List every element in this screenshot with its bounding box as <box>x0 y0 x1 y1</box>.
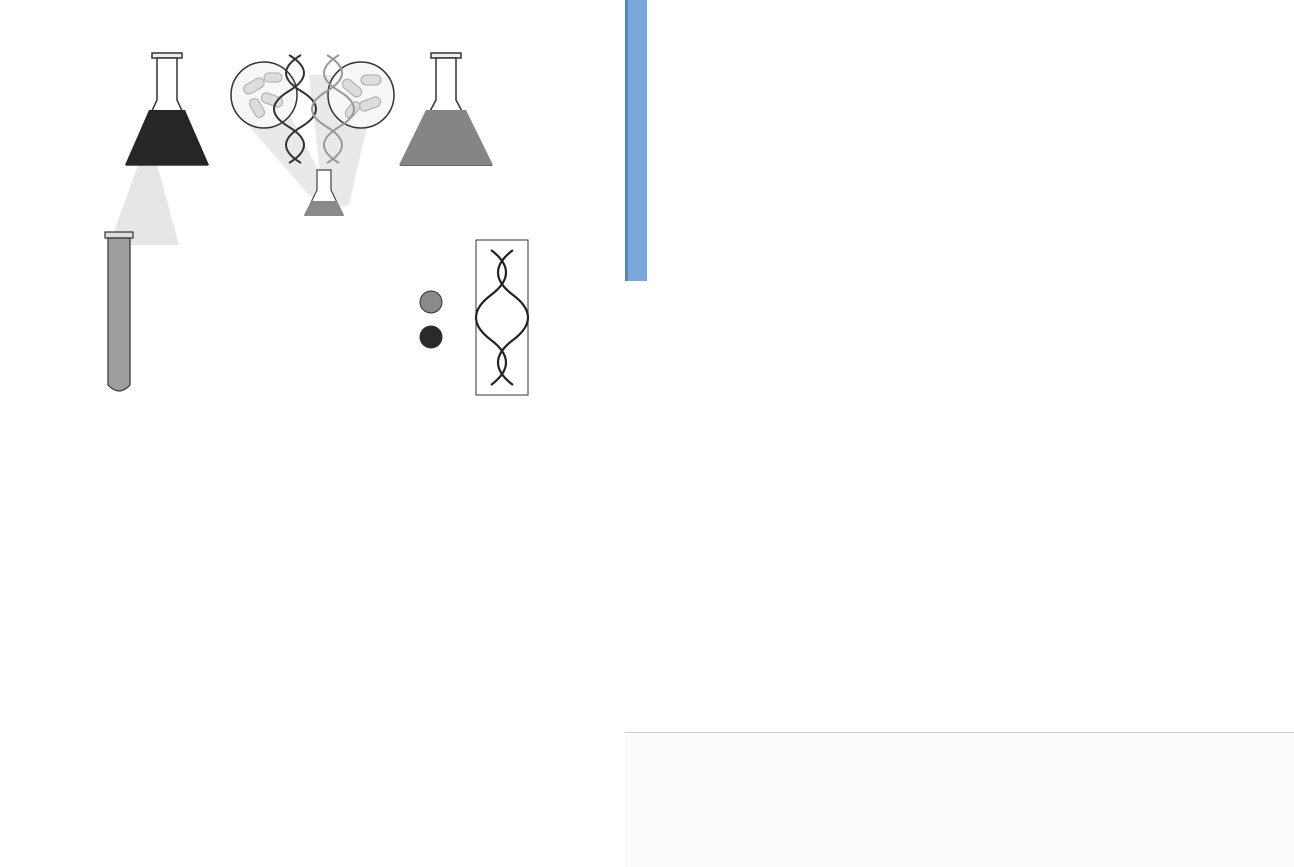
meselson-stahl-figure <box>9 15 569 415</box>
ecoli-culture-left-icon <box>231 62 297 128</box>
figure-illustration <box>9 15 569 415</box>
ecoli-culture-right-icon <box>328 62 394 128</box>
badge-n15-icon <box>420 326 442 348</box>
ultracentrifuge-tube-icon <box>105 232 133 391</box>
question-panel <box>655 6 1291 20</box>
passage-panel <box>0 0 624 866</box>
flask-n14-icon <box>399 53 493 165</box>
flask-n15-icon <box>125 53 209 165</box>
lower-panel-area <box>625 732 1294 867</box>
badge-n14-icon <box>420 291 442 313</box>
semi-conservative-box <box>476 240 528 395</box>
panel-divider-bar <box>625 0 647 281</box>
